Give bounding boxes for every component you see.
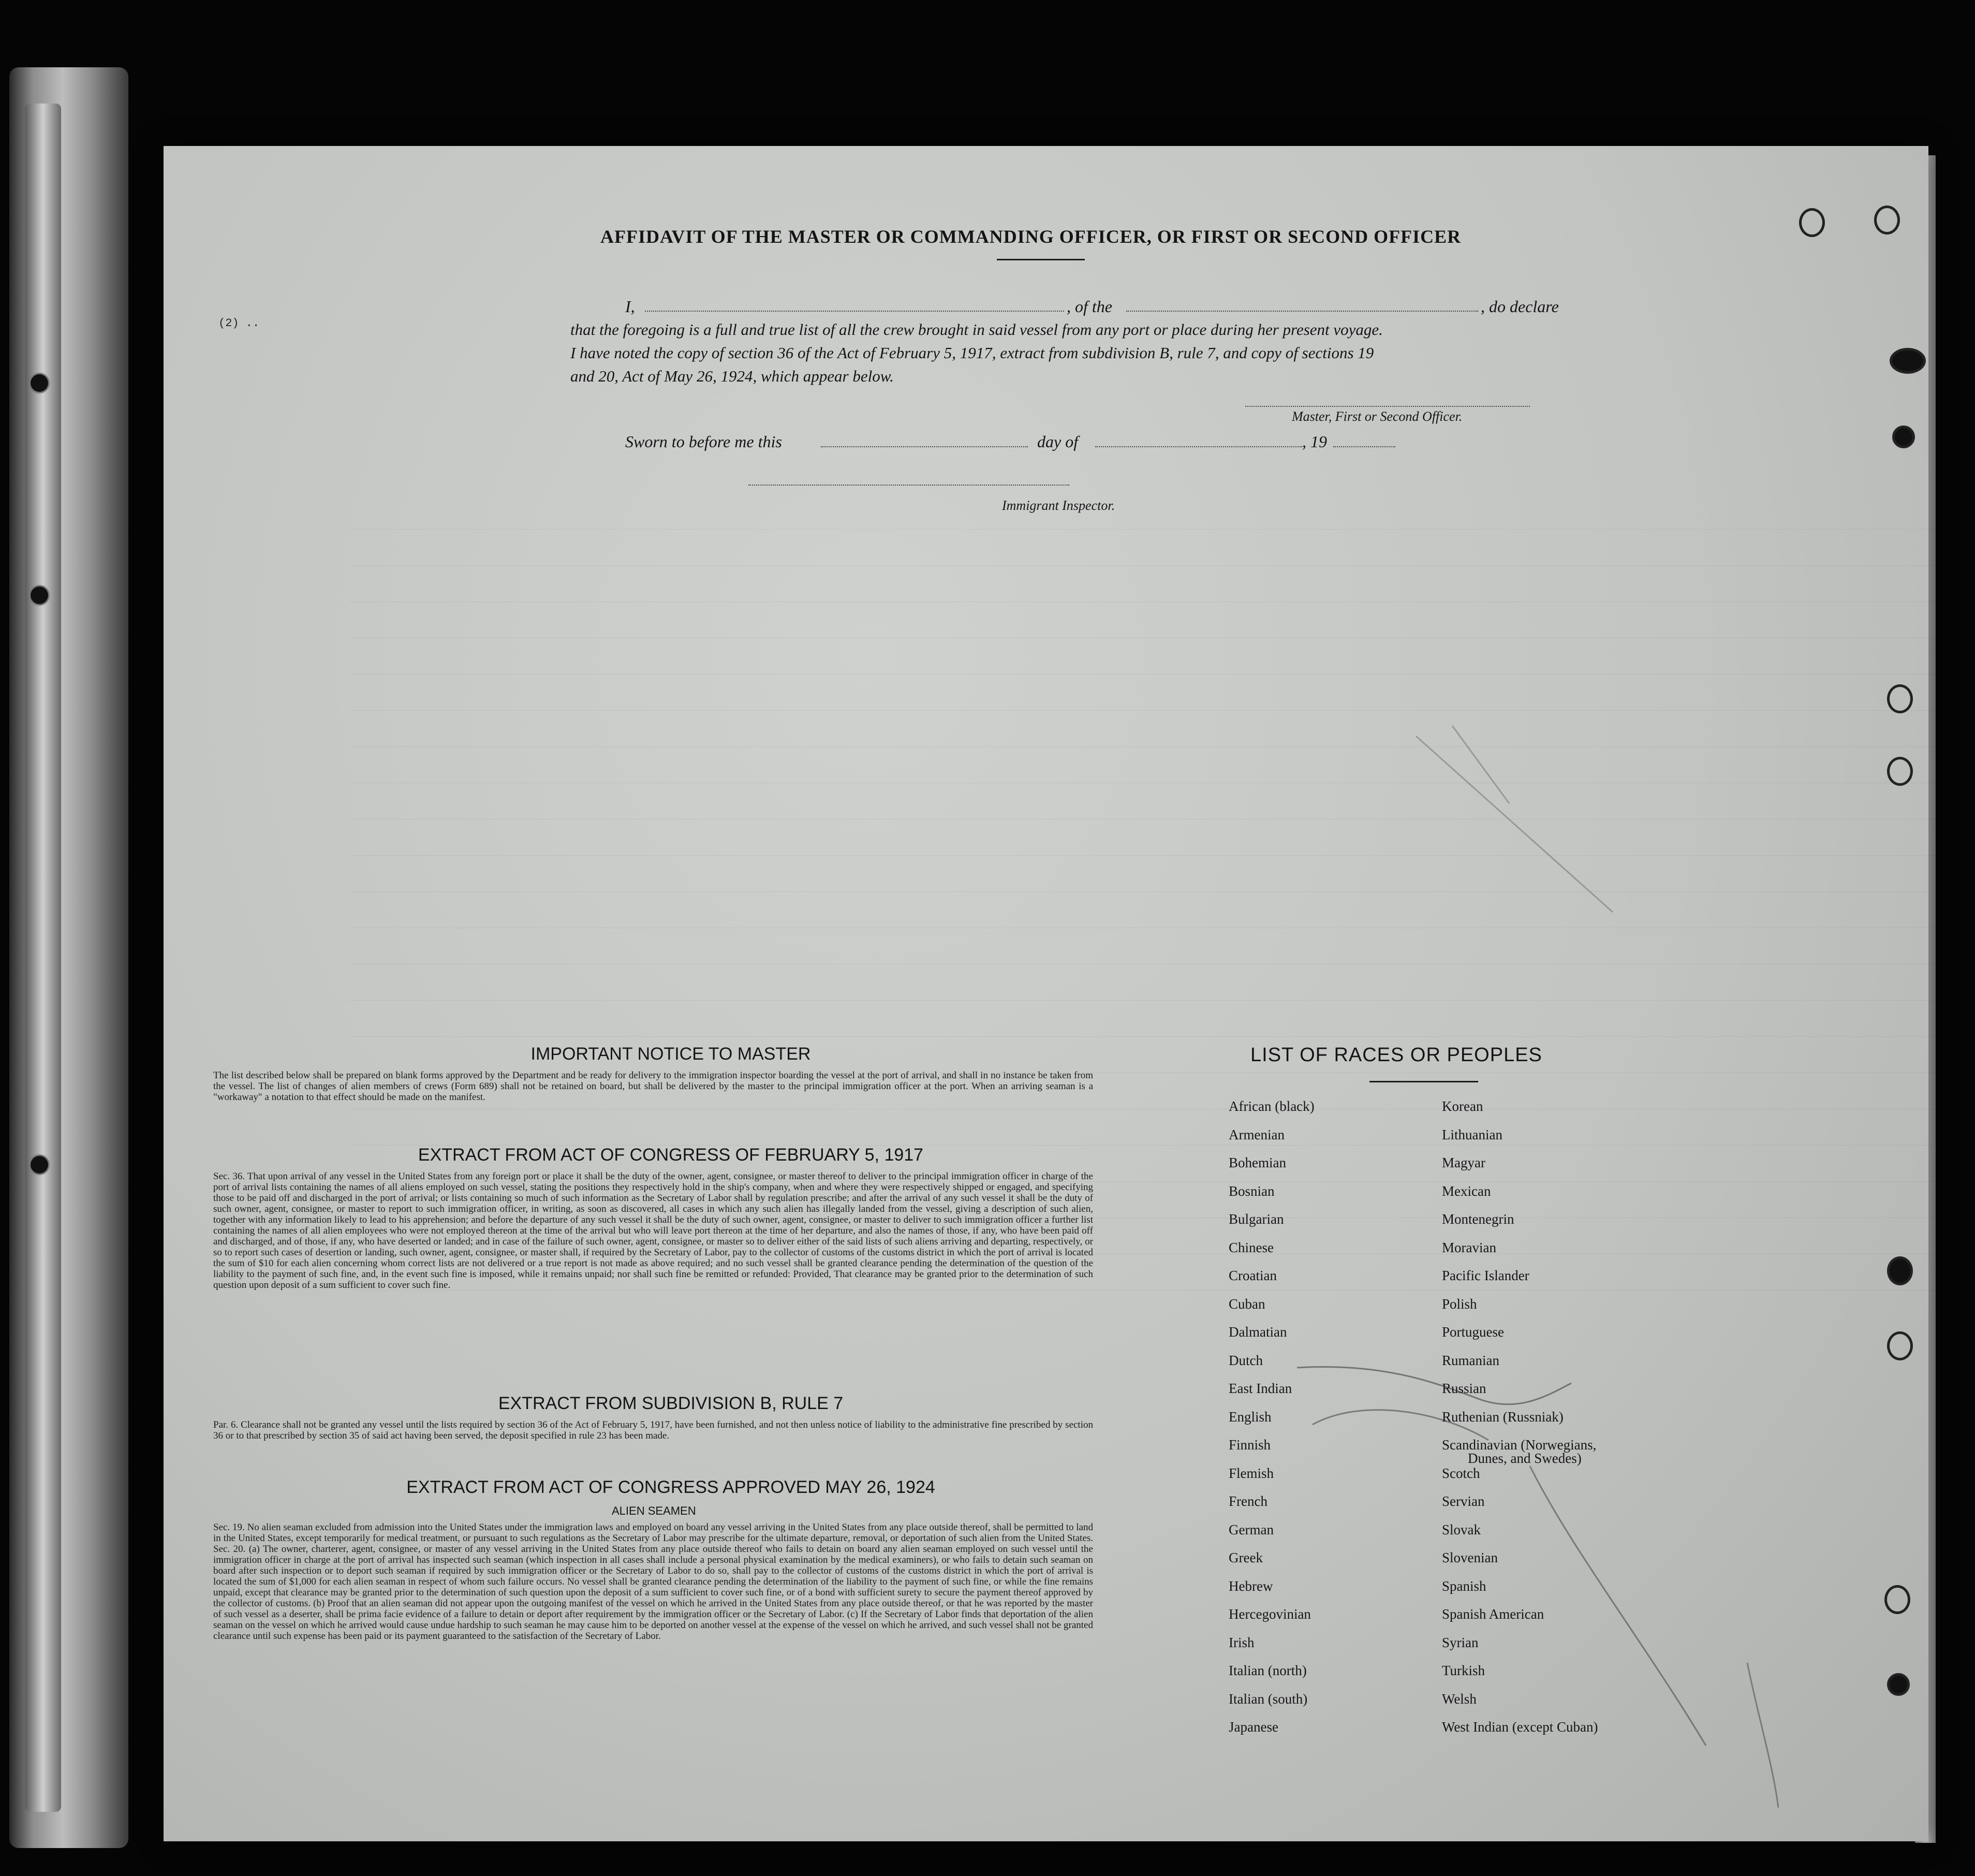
subdivision-b-title: EXTRACT FROM SUBDIVISION B, RULE 7 [498, 1394, 844, 1413]
affidavit-of-the: , of the [1067, 297, 1112, 316]
race-item: Scotch [1442, 1465, 1480, 1481]
inspector-label: Immigrant Inspector. [1002, 498, 1115, 513]
race-item: Irish [1229, 1634, 1255, 1650]
pen-scribble [1281, 1352, 1851, 1818]
race-item: Flemish [1229, 1465, 1274, 1481]
race-item: Scandinavian (Norwegians, [1442, 1437, 1597, 1453]
race-item: Servian [1442, 1493, 1485, 1509]
race-item: Spanish American [1442, 1606, 1544, 1622]
race-item: Hebrew [1229, 1578, 1273, 1594]
affidavit-do-declare: , do declare [1481, 297, 1559, 316]
race-item: East Indian [1229, 1381, 1292, 1396]
race-item: Turkish [1442, 1663, 1485, 1678]
race-item: German [1229, 1521, 1274, 1537]
binder-ring [1887, 1673, 1910, 1696]
binder-spine [9, 67, 128, 1848]
affidavit-title-rule [997, 259, 1085, 260]
master-signature-field[interactable] [1245, 406, 1530, 407]
race-item: Dalmatian [1229, 1324, 1287, 1340]
race-item: Dutch [1229, 1352, 1263, 1368]
race-item: Mexican [1442, 1183, 1491, 1199]
binder-hole [29, 373, 50, 393]
affidavit-i-label: I, [625, 297, 635, 316]
alien-seamen-subtitle: ALIEN SEAMEN [612, 1504, 696, 1517]
race-item: Italian (north) [1229, 1663, 1307, 1678]
binder-ring [1874, 206, 1900, 234]
race-item: Cuban [1229, 1296, 1265, 1312]
race-item: Greek [1229, 1550, 1263, 1565]
sworn-label: Sworn to before me this [625, 432, 782, 451]
race-item: Japanese [1229, 1719, 1278, 1735]
race-item: Lithuanian [1442, 1126, 1502, 1142]
race-item: Polish [1442, 1296, 1477, 1312]
race-item: Finnish [1229, 1437, 1271, 1453]
race-item: Welsh [1442, 1691, 1477, 1707]
race-item: Ruthenian (Russniak) [1442, 1409, 1564, 1425]
extract-1924-body: Sec. 19. No alien seaman excluded from admission into the United States under the immigration laws and employed on board any vessel arriving in the United States from any place outside thereof, shall be permitted to land in the United States, except temporarily for medical treatment, or pursuant to such regulations as the Secretary of Labor may prescribe for the ultimate departure, removal, or deportation of such alien from the United States. Sec. 20. (a) The owner, charterer, agent, consignee, or master of any vessel arriving in the United States from any place outside thereof who fails to detain on board any alien seaman employed on such vessel until the immigration officer in charge at the port of arrival has inspected such seaman (which inspection in all cases shall include a personal physical examination by the medical examiners), or who fails to detain such seaman on board after such inspection or to deport such seaman if required by such immigration officer or the Secretary of Labor to do so, shall pay to the collector of customs of the customs district in which the port of arrival is located the sum of $1,000 for each alien seaman in respect of whom such failure occurs. No vessel shall be granted clearance pending the determination of the liability to the payment of such fine, or while the fine remains unpaid, except that clearance may be granted prior to the determination of such question upon the deposit of a sum sufficient to cover such fine, or of a bond with sufficient surety to secure the payment thereof approved by the collector of customs. (b) Proof that an alien seaman did not appear upon the outgoing manifest of the vessel on which he arrived in the United States from any place outside thereof, or that he was reported by the master of such vessel as a deserter, shall be prima facie evidence of a failure to detain or deport after requirement by the immigration officer or the Secretary of Labor. (c) If the Secretary of Labor finds that deportation of the alien seaman on the vessel on which he arrived would cause undue hardship to such seaman he may cause him to be deported on another vessel at the expense of the vessel on which he arrived, and such vessel shall not be granted clearance until such expense has been paid or its payment guaranteed to the satisfaction of the Secretary of Labor. [213, 1522, 1093, 1642]
race-item: Bosnian [1229, 1183, 1275, 1199]
binder-ring [1890, 348, 1926, 374]
race-item: Syrian [1442, 1634, 1479, 1650]
extract-1917-body: Sec. 36. That upon arrival of any vessel in the United States from any foreign port or place it shall be the duty of the owner, agent, consignee, or master thereof to deliver to the principal immigration officer in charge of the port of arrival lists containing the names of all aliens employed on such vessel, stating the positions they respectively hold in the ship's company, when and where they were respectively shipped or engaged, and specifying those to be paid off and discharged in the port of arrival; or lists containing so much of such information as the Secretary of Labor shall by regulation prescribe; and after the arrival of any such vessel it shall be the duty of such owner, agent, consignee, or master to report to such immigration officer, in writing, as soon as discovered, all cases in which any such alien has illegally landed from the vessel, giving a description of such alien, together with any information likely to lead to his apprehension; and before the departure of any such vessel it shall be the duty of such owner, agent, consignee, or master to deliver to such immigration officer a further list containing the names of all alien employees who were not employed thereon at the time of the arrival but who will leave port thereon at the time of her departure, and also the names of those, if any, who have been paid off and discharged, and of those, if any, who have deserted or landed; and in case of the failure of such owner, agent, consignee, or master so to deliver either of the said lists of such aliens arriving and departing, respectively, or so to report such cases of desertion or landing, such owner, agent, consignee, or master shall, if required by the Secretary of Labor, pay to the collector of customs of the customs district in which the port of arrival is located the sum of $10 for each alien concerning whom correct lists are not delivered or a true report is not made as above required; and no such vessel shall be granted clearance pending the determination of the question of the liability to the payment of such fine, and, in the event such fine is imposed, while it remains unpaid; nor shall such fine be remitted or refunded: Provided, That clearance may be granted prior to the determination of such question upon deposit of a sum sufficient to cover such fine. [213, 1171, 1093, 1291]
binder-ring [1892, 426, 1915, 448]
race-item: Dunes, and Swedes) [1468, 1450, 1582, 1466]
day-of-label: day of [1037, 432, 1079, 451]
extract-1917-title: EXTRACT FROM ACT OF CONGRESS OF FEBRUARY 5, 1917 [418, 1145, 924, 1165]
binder-ring [1887, 1256, 1913, 1285]
notice-title: IMPORTANT NOTICE TO MASTER [530, 1044, 811, 1064]
declarant-name-field[interactable] [645, 311, 1064, 312]
race-item: African (black) [1229, 1098, 1315, 1114]
affidavit-line-4: and 20, Act of May 26, 1924, which appear below. [570, 367, 894, 385]
sworn-month-field[interactable] [1095, 446, 1302, 447]
race-item: Montenegrin [1442, 1211, 1514, 1227]
document-page [164, 146, 1928, 1841]
race-item: Korean [1442, 1098, 1483, 1114]
races-title: LIST OF RACES OR PEOPLES [1250, 1044, 1542, 1066]
race-item: Russian [1442, 1381, 1486, 1396]
master-signature-label: Master, First or Second Officer. [1292, 409, 1463, 424]
subdivision-b-body: Par. 6. Clearance shall not be granted any vessel until the lists required by section 36 of the Act of February 5, 1917, have been furnished, and not then unless notice of liability to the administrative fine prescribed by section 36 or to that prescribed by section 35 of said act having been served, the deposit specified in rule 23 has been made. [213, 1419, 1093, 1441]
binder-ring [1887, 757, 1913, 786]
binder-hole [29, 1154, 50, 1175]
race-item: Rumanian [1442, 1352, 1499, 1368]
binder-ring [1799, 208, 1825, 237]
race-item: English [1229, 1409, 1272, 1425]
inspector-signature-field[interactable] [748, 485, 1069, 486]
notice-body: The list described below shall be prepared on blank forms approved by the Department and be ready for delivery to the immigration inspector boarding the vessel at the port of arrival, and shall in no instance be taken from the vessel. The list of changes of alien members of crews (Form 689) shall not be retained on board, but shall be delivered by the master to the principal immigration officer at the port. When an arriving seaman is a "workaway" a notation to that effect should be made on the manifest. [213, 1070, 1093, 1103]
vessel-name-field[interactable] [1126, 311, 1478, 312]
affidavit-title: AFFIDAVIT OF THE MASTER OR COMMANDING OFFICER, OR FIRST OR SECOND OFFICER [600, 226, 1462, 247]
race-item: Slovenian [1442, 1550, 1498, 1565]
binder-rod [25, 104, 61, 1812]
race-item: Chinese [1229, 1239, 1274, 1255]
race-item: Bohemian [1229, 1155, 1286, 1170]
race-item: West Indian (except Cuban) [1442, 1719, 1598, 1735]
race-item: Bulgarian [1229, 1211, 1284, 1227]
race-item: Croatian [1229, 1268, 1277, 1283]
race-item: Italian (south) [1229, 1691, 1308, 1707]
race-item: Spanish [1442, 1578, 1486, 1594]
binder-ring [1887, 1331, 1913, 1360]
pen-scribble-diagonal [1395, 715, 1654, 933]
binder-hole [29, 585, 50, 606]
extract-1924-title: EXTRACT FROM ACT OF CONGRESS APPROVED MAY 26, 1924 [406, 1477, 935, 1497]
sworn-year-field[interactable] [1333, 446, 1395, 447]
stamp-mark: (2) .. [218, 317, 260, 330]
race-item: Hercegovinian [1229, 1606, 1311, 1622]
race-item: Armenian [1229, 1126, 1285, 1142]
race-item: Portuguese [1442, 1324, 1504, 1340]
sworn-day-field[interactable] [821, 446, 1028, 447]
race-item: Pacific Islander [1442, 1268, 1529, 1283]
affidavit-line-3: I have noted the copy of section 36 of the Act of February 5, 1917, extract from subdivision B, rule 7, and copy of sections 19 [570, 344, 1374, 362]
race-item: Moravian [1442, 1239, 1496, 1255]
binder-ring [1887, 684, 1913, 713]
race-item: Magyar [1442, 1155, 1485, 1170]
binder-ring [1884, 1585, 1910, 1614]
races-title-rule [1369, 1081, 1478, 1082]
race-item: French [1229, 1493, 1267, 1509]
affidavit-line-2: that the foregoing is a full and true list of all the crew brought in said vessel from any port or place during her present voyage. [570, 320, 1383, 339]
race-item: Slovak [1442, 1521, 1481, 1537]
year-label: , 19 [1302, 432, 1327, 451]
